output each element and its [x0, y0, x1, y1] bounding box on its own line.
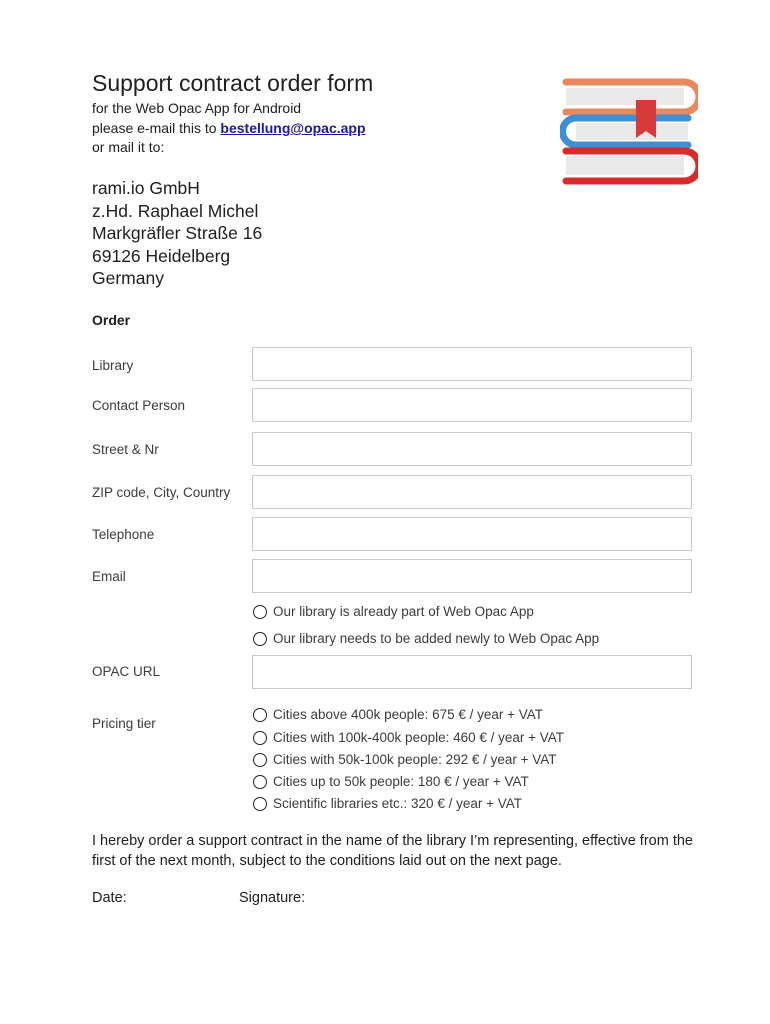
pricing-tier-label: Pricing tier — [92, 716, 156, 731]
address-line: Markgräfler Straße 16 — [92, 223, 263, 243]
order-heading: Order — [92, 312, 131, 328]
pricing-option[interactable] — [253, 707, 543, 722]
radio-label: Our library needs to be added newly to Web Opac App — [273, 631, 600, 646]
pricing-option[interactable] — [253, 774, 529, 789]
radio-button[interactable] — [253, 605, 267, 619]
date-label: Date: — [92, 890, 127, 906]
library-status-option[interactable] — [253, 604, 534, 619]
subtitle: for the Web Opac App for Android — [92, 100, 302, 116]
telephone-input[interactable] — [252, 517, 692, 551]
contact-person-input[interactable] — [252, 388, 692, 422]
radio-button[interactable] — [253, 632, 267, 646]
address-line: rami.io GmbH — [92, 178, 200, 198]
pricing-option[interactable] — [253, 730, 564, 745]
address-line: 69126 Heidelberg — [92, 245, 231, 266]
opac-url-input[interactable] — [252, 655, 692, 689]
postal-address — [92, 177, 262, 290]
telephone-label: Telephone — [92, 527, 155, 542]
radio-button[interactable] — [253, 775, 267, 789]
books-logo-icon — [560, 78, 698, 188]
radio-label: Cities above 400k people: 675 € / year + VAT — [273, 707, 544, 722]
radio-label: Our library is already part of Web Opac App — [273, 604, 534, 619]
radio-button[interactable] — [253, 731, 267, 745]
zip-city-country-input[interactable] — [252, 475, 692, 509]
email-label: Email — [92, 569, 126, 584]
library-input[interactable] — [252, 347, 692, 381]
radio-label: Cities with 50k-100k people: 292 € / year + VAT — [273, 752, 557, 767]
street-label: Street & Nr — [92, 442, 159, 457]
street-input[interactable] — [252, 432, 692, 466]
radio-button[interactable] — [253, 753, 267, 767]
address-line: z.Hd. Raphael Michel — [92, 200, 259, 221]
pricing-option[interactable] — [253, 796, 522, 811]
radio-button[interactable] — [253, 797, 267, 811]
pricing-option[interactable] — [253, 752, 557, 767]
address-line: Germany — [92, 268, 164, 288]
radio-button[interactable] — [253, 708, 267, 722]
zip-city-country-label: ZIP code, City, Country — [92, 485, 231, 500]
email-input[interactable] — [252, 559, 692, 593]
contact-person-label: Contact Person — [92, 398, 186, 413]
library-label: Library — [92, 358, 134, 373]
library-status-option[interactable] — [253, 631, 599, 646]
email-prefix: please e-mail this to — [92, 120, 221, 136]
page-title: Support contract order form — [92, 70, 374, 96]
radio-label: Cities up to 50k people: 180 € / year + VAT — [273, 774, 529, 789]
radio-label: Cities with 100k-400k people: 460 € / year + VAT — [273, 730, 565, 745]
radio-label: Scientific libraries etc.: 320 € / year + VAT — [273, 796, 522, 811]
email-link[interactable]: bestellung@opac.app — [220, 120, 366, 136]
opac-url-label: OPAC URL — [92, 664, 161, 679]
email-instruction — [92, 120, 366, 136]
order-statement: I hereby order a support contract in the name of the library I’m representing, effective from the first of the next month, subject to the conditions laid out on the next page. — [92, 833, 693, 869]
signature-label: Signature: — [239, 890, 306, 906]
mail-instruction: or mail it to: — [92, 139, 165, 155]
